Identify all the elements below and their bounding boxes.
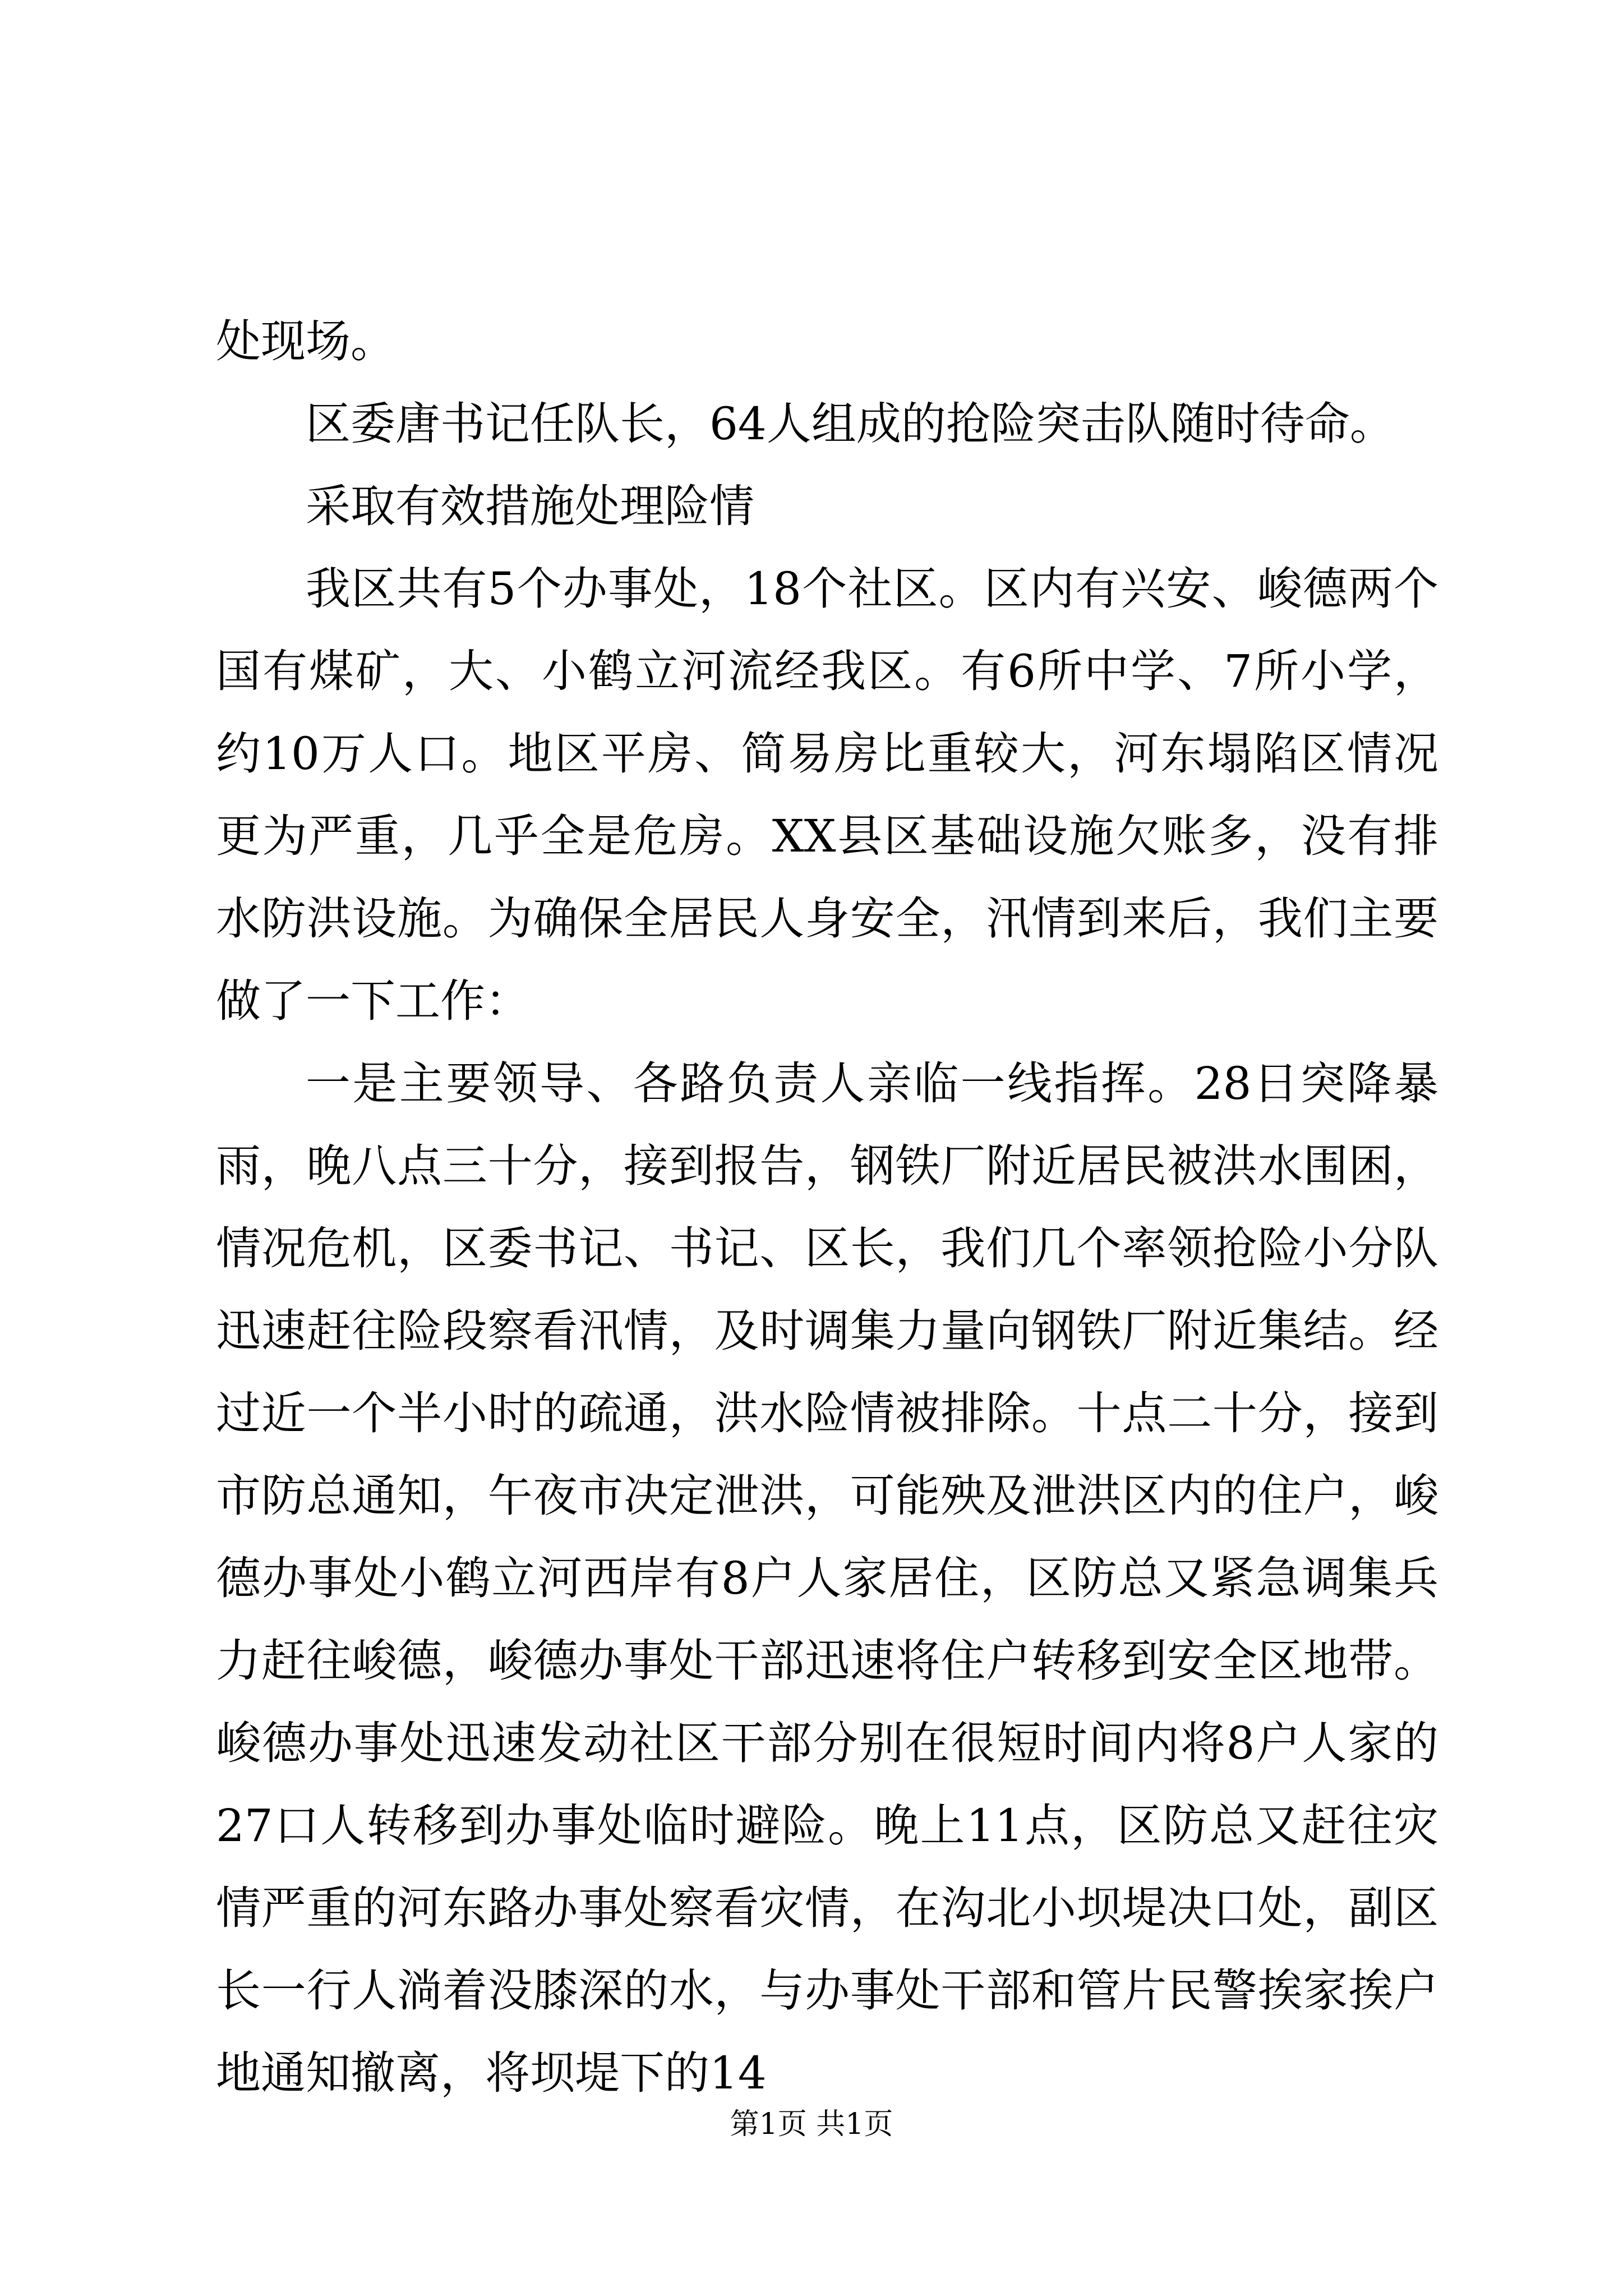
document-body	[216, 300, 1438, 2114]
paragraph-leadership-command: 一是主要领导、各路负责人亲临一线指挥。28日突降暴雨，晚八点三十分，接到报告，钢铁厂附近居民被洪水围困，情况危机，区委书记、书记、区长，我们几个率领抢险小分队迅速赶往险段察看汛情，及时调集力量向钢铁厂附近集结。经过近一个半小时的疏通，洪水险情被排除。十点二十分，接到市防总通知，午夜市决定泄洪，可能殃及泄洪区内的住户，峻德办事处小鹤立河西岸有8户人家居住，区防总又紧急调集兵力赶往峻德，峻德办事处干部迅速将住户转移到安全区地带。峻德办事处迅速发动社区干部分别在很短时间内将8户人家的27口人转移到办事处临时避险。晚上11点，区防总又赶往灾情严重的河东路办事处察看灾情，在沟北小坝堤决口处，副区长一行人淌着没膝深的水，与办事处干部和管片民警挨家挨户地通知撤离，将坝堤下的14	[216, 1057, 1438, 2099]
page-footer: 第1页 共1页	[730, 2108, 893, 2141]
paragraph-team-leader: 区委唐书记任队长，64人组成的抢险突击队随时待命。	[306, 398, 1395, 450]
section-heading: 采取有效措施处理险情	[306, 480, 754, 532]
paragraph-district-overview: 我区共有5个办事处，18个社区。区内有兴安、峻德两个国有煤矿，大、小鹤立河流经我区。有6所中学、7所小学，约10万人口。地区平房、简易房比重较大，河东塌陷区情况更为严重，几乎全是危房。XX县区基础设施欠账多，没有排水防洪设施。为确保全居民人身安全，汛情到来后，我们主要做了一下工作：	[216, 563, 1438, 1027]
paragraph-continuation: 处现场。	[216, 315, 395, 367]
